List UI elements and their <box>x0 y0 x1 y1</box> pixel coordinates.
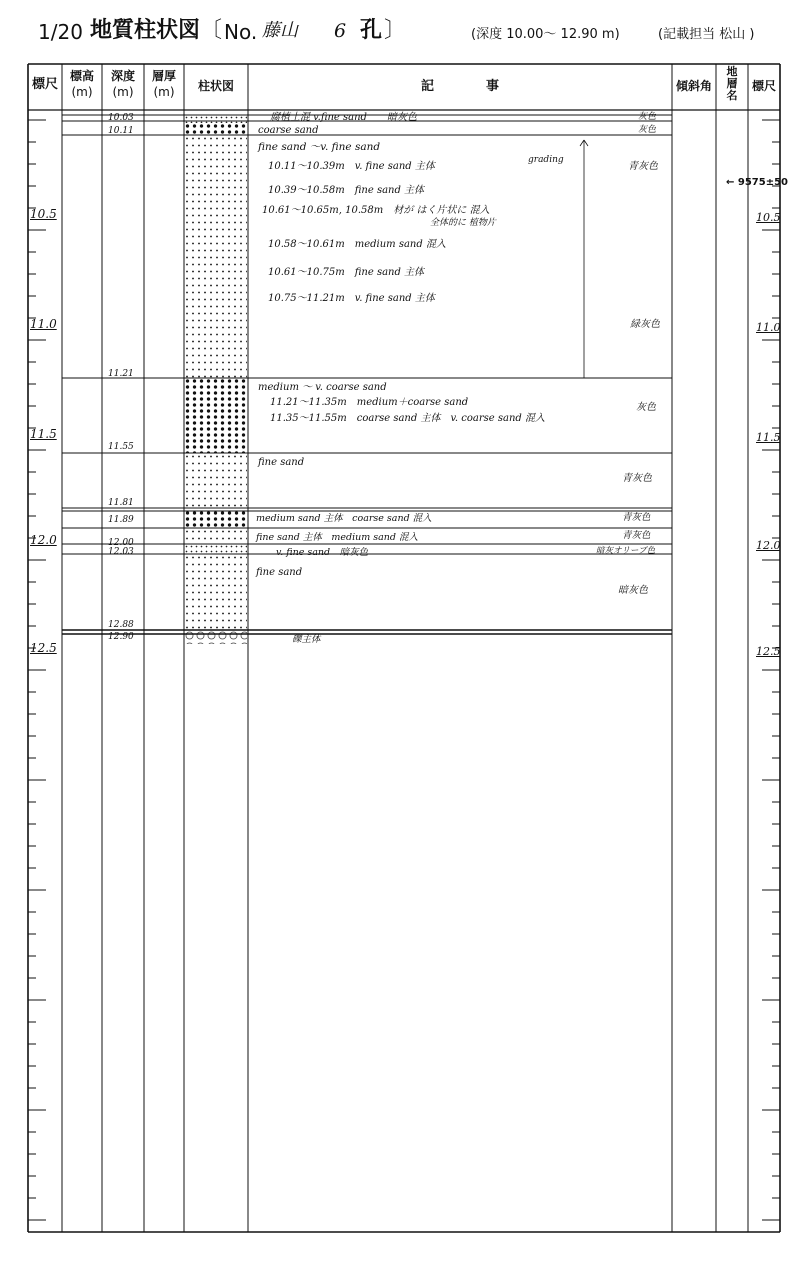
layer-color: 灰色 <box>636 402 656 413</box>
depth-value: 12.00 <box>108 538 134 548</box>
scale-label-left: 12.0 <box>30 533 57 547</box>
radiocarbon-date-note: ← 9575±50 <box>726 177 788 188</box>
header-thickness: 層厚 <box>151 69 176 83</box>
layer-color: 暗灰オリーブ色 <box>596 546 656 556</box>
layer-color: 緑灰色 <box>630 319 660 330</box>
pattern-medium-sand <box>184 510 247 528</box>
sheet-title: 地質柱状図 <box>90 18 201 43</box>
scale-label-left: 11.5 <box>30 427 57 441</box>
layer-description: 10.39～10.58m fine sand 主体 <box>268 185 425 196</box>
header-dip: 傾斜角 <box>675 79 712 93</box>
depth-value: 11.21 <box>108 369 134 379</box>
layer-description: 11.35～11.55m coarse sand 主体 v. coarse sand 混入 <box>270 413 545 424</box>
layer-description: 10.75～11.21m v. fine sand 主体 <box>268 293 435 304</box>
site-name: 藤山 <box>262 20 298 41</box>
layer-description: 10.61～10.65m, 10.58m 材が はく片状に 混入 <box>262 205 490 216</box>
header-description: 記 事 <box>420 79 499 94</box>
header-thickness-unit: (m) <box>153 85 175 99</box>
layer-description: fine sand ～v. fine sand <box>258 141 381 153</box>
hole-number: 6 <box>334 20 347 42</box>
title-bracket-open: 〔 <box>200 18 223 43</box>
layer-description: 10.58～10.61m medium sand 混入 <box>268 239 446 250</box>
layer-description: 11.21～11.35m medium＋coarse sand <box>270 397 469 408</box>
depth-value: 10.03 <box>108 113 134 123</box>
pattern-medium-coarse-sand <box>184 378 247 453</box>
grading-arrow <box>584 140 588 146</box>
scale-label-right: 12.5 <box>756 645 781 658</box>
layer-color: 青灰色 <box>628 161 658 172</box>
layer-description: fine sand <box>258 457 305 468</box>
layer-description: 礫主体 <box>292 634 321 645</box>
hole-suffix: 孔 <box>360 18 383 43</box>
scale-label-right: 11.0 <box>756 321 781 334</box>
pattern-coarse-sand <box>184 123 247 135</box>
grading-arrow <box>580 140 584 146</box>
no-label: No. <box>224 20 258 44</box>
pattern-fine-sand <box>184 554 247 630</box>
layer-description: fine sand 主体 medium sand 混入 <box>256 532 419 543</box>
layer-color: 青灰色 <box>622 473 652 484</box>
header-formation: 地層名 <box>726 65 738 102</box>
layer-description: coarse sand <box>258 125 319 136</box>
pattern-fine-sand <box>184 528 247 544</box>
layer-color: 灰色 <box>638 125 657 135</box>
layer-description: medium sand 主体 coarse sand 混入 <box>256 513 432 524</box>
layer-description: 腐植土混 v.fine sand 暗灰色 <box>270 112 417 123</box>
recorder: (記載担当 松山 ) <box>658 27 755 42</box>
pattern-fine-sand <box>184 135 247 378</box>
layer-description: 10.61～10.75m fine sand 主体 <box>268 267 425 278</box>
layer-description: v. fine sand 暗灰色 <box>276 547 369 558</box>
layer-description: medium ～ v. coarse sand <box>258 382 387 393</box>
depth-value: 11.55 <box>108 442 134 452</box>
pattern-very-fine-sand <box>184 544 247 554</box>
layer-color: 暗灰色 <box>618 585 648 596</box>
layer-color: 青灰色 <box>622 512 651 523</box>
depth-value: 12.90 <box>108 632 134 642</box>
header-column: 柱状図 <box>197 79 234 93</box>
header-scale-left: 標尺 <box>31 77 58 92</box>
depth-value: 11.89 <box>108 515 134 525</box>
layer-color: 青灰色 <box>622 530 651 541</box>
scale-label-left: 10.5 <box>30 207 57 221</box>
layer-description: 全体的に 植物片 <box>430 218 496 228</box>
scale-label-right: 11.5 <box>756 431 781 444</box>
scale-label-right: 10.5 <box>756 211 781 224</box>
scale-ratio: 1/20 <box>38 20 83 44</box>
header-depth-unit: (m) <box>112 85 134 99</box>
scale-label-left: 12.5 <box>30 641 57 655</box>
scale-label-left: 11.0 <box>30 317 57 331</box>
layer-description: 10.11～10.39m v. fine sand 主体 <box>268 161 435 172</box>
layer-description: fine sand <box>256 567 303 578</box>
depth-value: 12.88 <box>108 620 134 630</box>
title-bracket-close: 〕 <box>384 18 407 43</box>
header-elevation: 標高 <box>69 69 94 83</box>
depth-value: 11.81 <box>108 498 134 508</box>
header-depth: 深度 <box>110 69 135 83</box>
layer-color: 灰色 <box>638 112 657 122</box>
header-scale-right: 標尺 <box>751 79 776 93</box>
pattern-silty-fine-sand <box>184 115 247 123</box>
scale-label-right: 12.0 <box>756 539 781 552</box>
depth-range: (深度 10.00～ 12.90 m) <box>471 27 620 42</box>
pattern-fine-sand <box>184 453 247 508</box>
header-elevation-unit: (m) <box>71 85 93 99</box>
grading-note: grading <box>528 155 564 165</box>
depth-value: 12.03 <box>108 547 134 557</box>
pattern-gravel <box>184 630 247 644</box>
depth-value: 10.11 <box>108 126 134 136</box>
